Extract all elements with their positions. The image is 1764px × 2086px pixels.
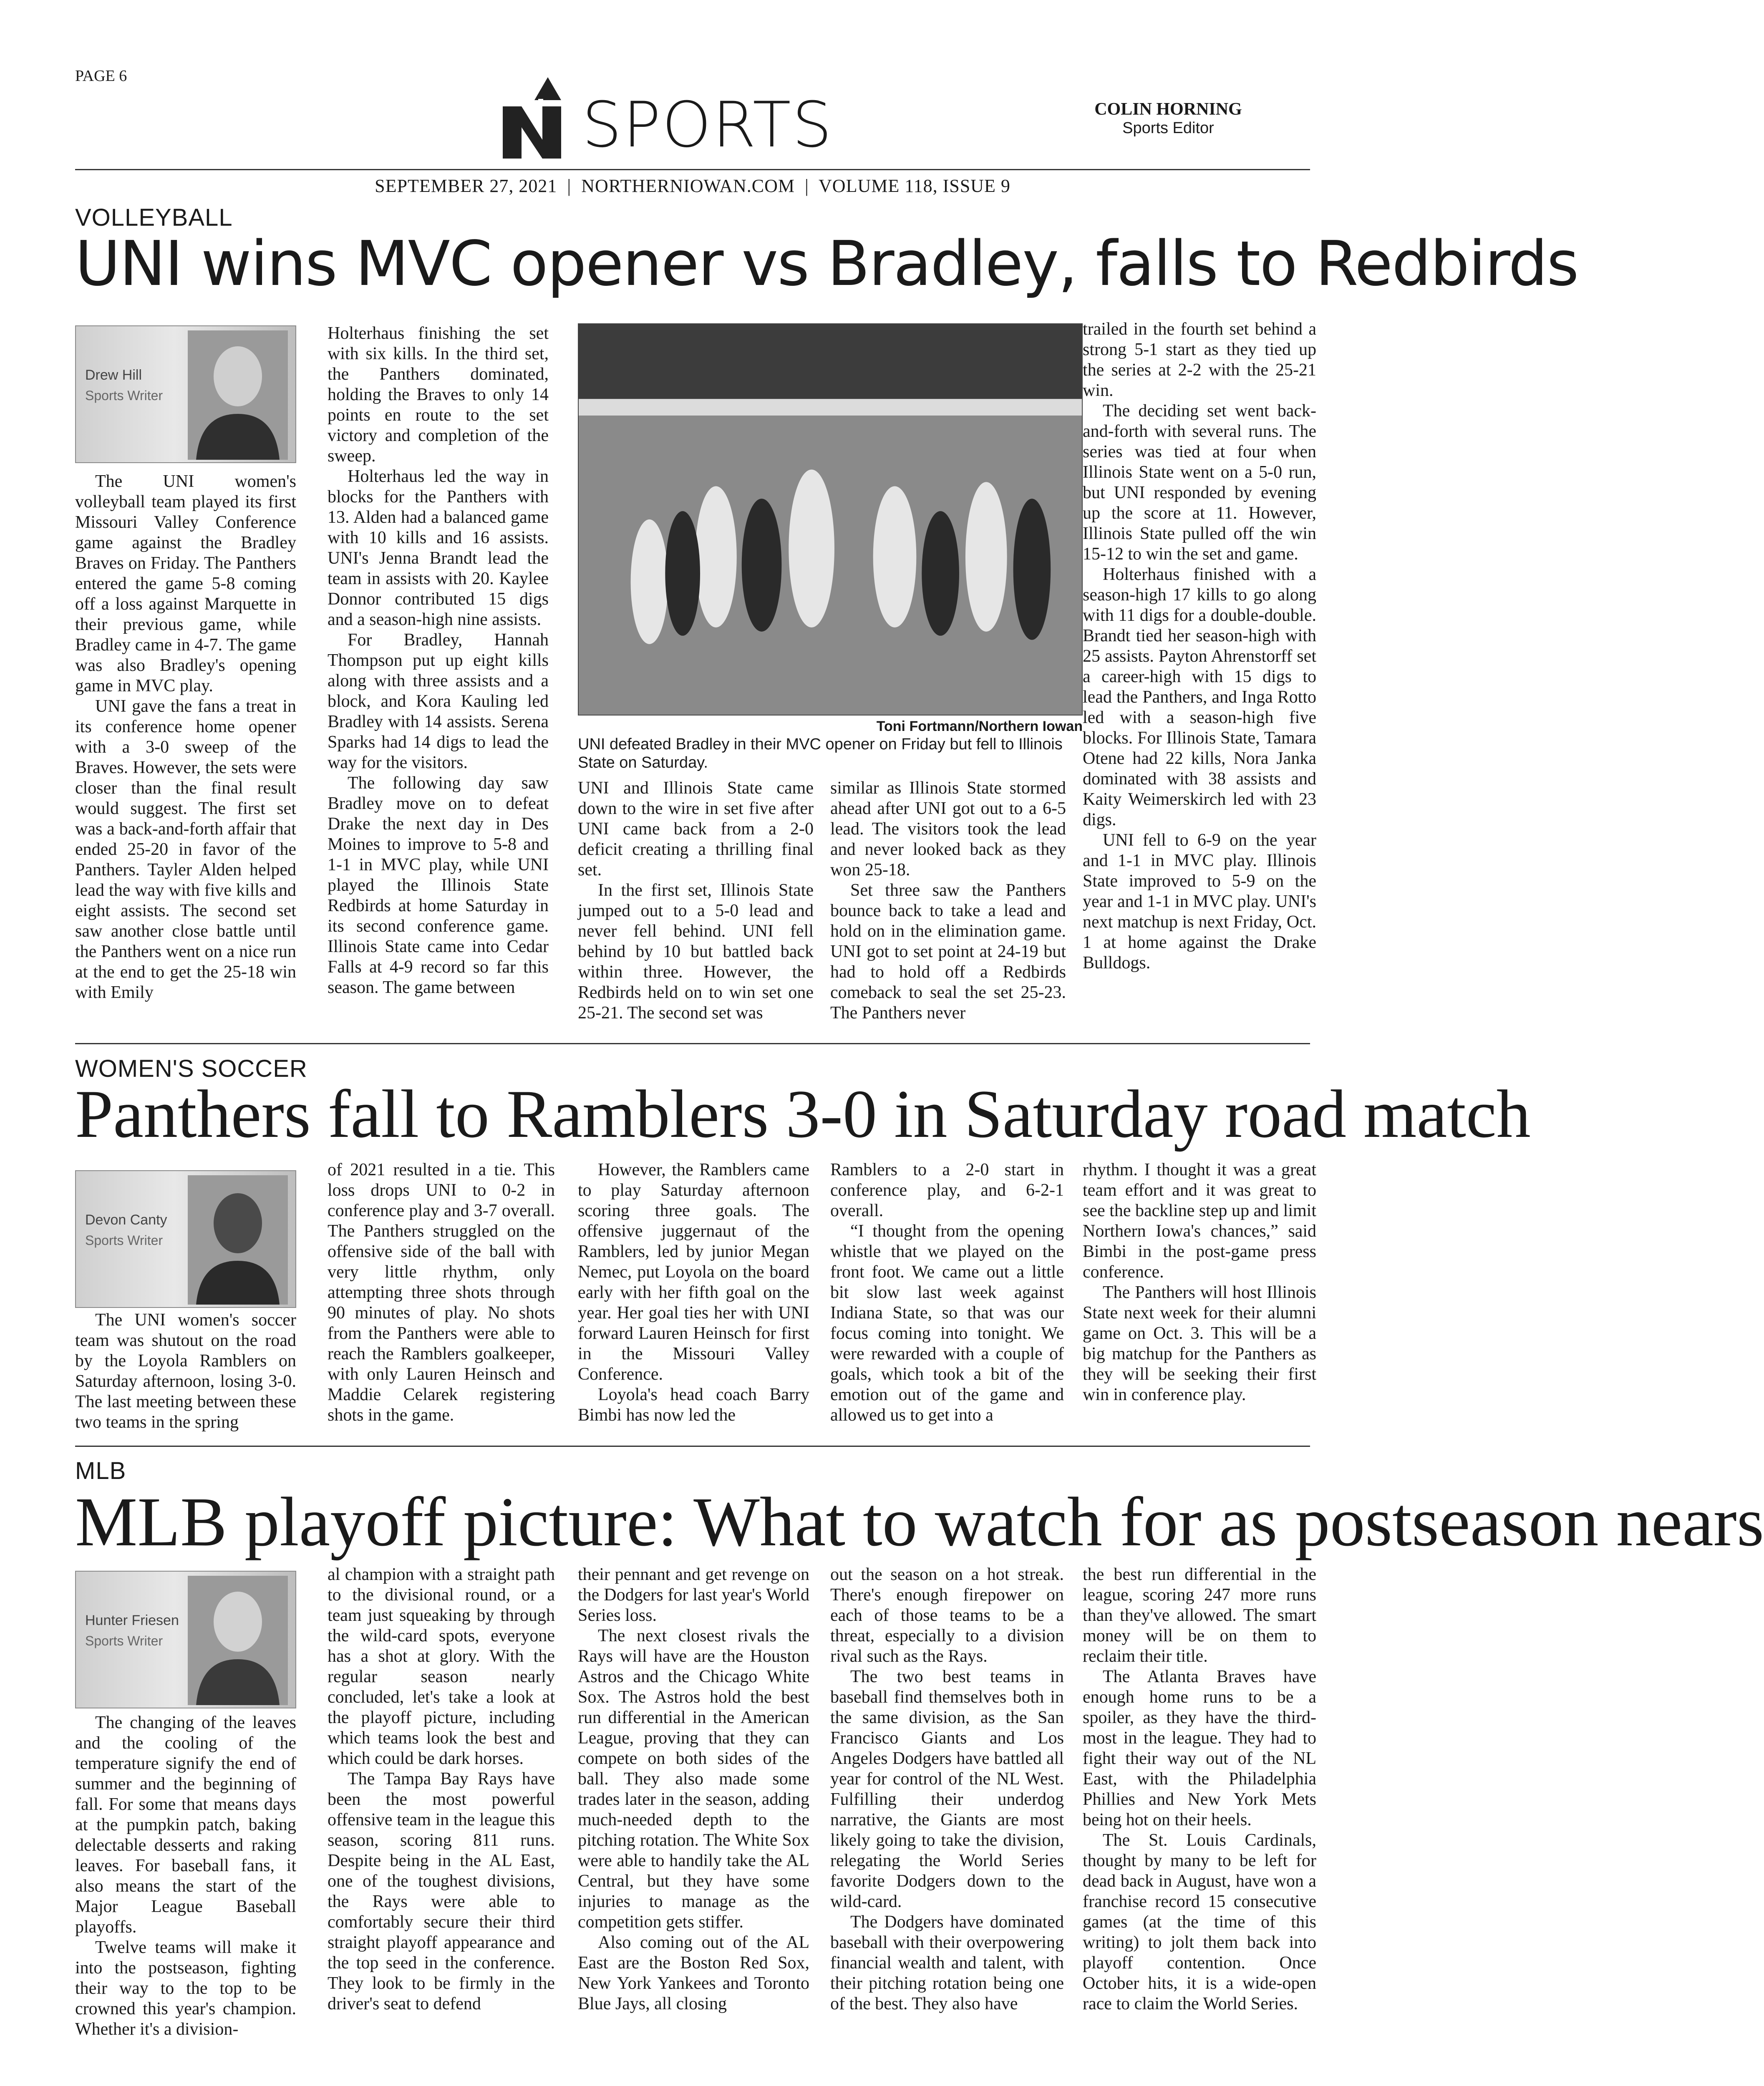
paragraph: The following day saw Bradley move on to defeat Drake the next day in Des Moines to improve to 5-8 and 1-1 in MVC play, while UNI played the Illinois State Redbirds at home Saturday in its second conference game. Illinois State came into Cedar Falls at 4-9 record so far this season. The game between bbox=[328, 773, 549, 997]
section-divider bbox=[75, 1446, 1310, 1447]
paragraph: al champion with a straight path to the divisional round, or a team just squeaking by through the wild-card spots, everyone has a shot at glory. With the regular season nearly concluded, let's take a look at the playoff picture, including which teams look the best and which could be dark horses. bbox=[328, 1565, 555, 1768]
editor-name: COLIN HORNING bbox=[1094, 100, 1242, 119]
paragraph: UNI fell to 6-9 on the year and 1-1 in MVC play. Illinois State improved to 5-9 on the year and 1-1 in MVC play. UNI's next matchup is next Friday, Oct. 1 at home against the Drake Bulldogs. bbox=[1083, 831, 1316, 972]
byline-role: Sports Writer bbox=[85, 1233, 163, 1248]
paragraph: the best run differential in the league, scoring 247 more runs than they've allowed. The smart money will be on them to reclaim their title. bbox=[1083, 1565, 1316, 1666]
paragraph: their pennant and get revenge on the Dodgers for last year's World Series loss. bbox=[578, 1565, 809, 1625]
paragraph: Twelve teams will make it into the postseason, fighting their way to the top to be crowned this year's champion. Whether it's a division- bbox=[75, 1938, 296, 2039]
paragraph: The Dodgers have dominated baseball with their overpowering financial wealth and talent, with their pitching rotation being one of the best. They also have bbox=[830, 1912, 1064, 2013]
paragraph: out the season on a hot streak. There's enough firepower on each of those teams to be a threat, especially to a division rival such as the Rays. bbox=[830, 1565, 1064, 1666]
byline-box bbox=[75, 1170, 296, 1308]
headline-volleyball: UNI wins MVC opener vs Bradley, falls to Redbirds bbox=[75, 228, 1578, 300]
paragraph: The Panthers will host Illinois State next week for their alumni game on Oct. 3. This will be a big matchup for the Panthers as they will be seeking their first win in conference play. bbox=[1083, 1283, 1316, 1404]
soccer-column-3 bbox=[578, 1160, 809, 1426]
paragraph: The changing of the leaves and the cooling of the temperature signify the end of summer and the beginning of fall. For some that means days at the pumpkin patch, baking delectable desserts and raking leaves. For baseball fans, it also means the start of the Major League Baseball playoffs. bbox=[75, 1713, 296, 1937]
paragraph: The UNI women's volleyball team played its first Missouri Valley Conference game against the Bradley Braves on Friday. The Panthers entered the game 5-8 coming off a loss against Marquette in their previous game, while Bradley came in 4-7. The game was also Bradley's opening game in MVC play. bbox=[75, 472, 296, 695]
paragraph: Holterhaus led the way in blocks for the Panthers with 13. Alden had a balanced game with 10 kills and 16 assists. UNI's Jenna Brandt lead the team in assists with 20. Kaylee Donnor contributed 15 digs and a season-high nine assists. bbox=[328, 467, 549, 629]
editor-title: Sports Editor bbox=[1122, 119, 1214, 137]
soccer-column-2 bbox=[328, 1160, 555, 1426]
paragraph: In the first set, Illinois State jumped out to a 5-0 lead and never fell behind. UNI fell behind by 10 but battled back within three. However, the Redbirds held on to win set one 25-21. The second set was bbox=[578, 881, 814, 1023]
dateline: SEPTEMBER 27, 2021 | NORTHERNIOWAN.COM | VOLUME 118, ISSUE 9 bbox=[375, 176, 1011, 196]
paragraph: Loyola's head coach Barry Bimbi has now led the bbox=[578, 1385, 809, 1425]
northern-iowan-logo bbox=[499, 77, 565, 159]
section-divider bbox=[75, 1043, 1310, 1044]
paragraph: The next closest rivals the Rays will have are the Houston Astros and the Chicago White Sox. The Astros hold the best run differential in the American League, proving that they can compete on both sides of the ball. They also made some trades later in the season, adding much-needed depth to the pitching rotation. The White Sox were able to handily take the AL Central, but they have some injuries to manage as the competition gets stiffer. bbox=[578, 1626, 809, 1932]
paragraph: UNI gave the fans a treat in its conference home opener with a 3-0 sweep of the Braves. However, the sets were closer than the final result would suggest. The first set was a back-and-forth affair that ended 25-20 in favor of the Panthers. Tayler Alden helped lead the way with five kills and eight assists. The second set saw another close battle until the Panthers went on a nice run at the end to get the 25-18 win with Emily bbox=[75, 697, 296, 1002]
mlb-column-2 bbox=[328, 1564, 555, 2014]
page-number: PAGE 6 bbox=[75, 67, 127, 85]
paragraph: Ramblers to a 2-0 start in conference play, and 6-2-1 overall. bbox=[830, 1160, 1064, 1220]
byline-name: Drew Hill bbox=[85, 367, 142, 383]
writer-headshot bbox=[188, 330, 288, 460]
photo-credit: Toni Fortmann/Northern Iowan bbox=[876, 718, 1083, 734]
writer-headshot bbox=[188, 1175, 288, 1305]
paragraph: However, the Ramblers came to play Saturday afternoon scoring three goals. The offensive juggernaut of the Ramblers, led by junior Megan Nemec, put Loyola on the board early with her fifth goal on the year. Her goal ties her with UNI forward Lauren Heinsch for first in the Missouri Valley Conference. bbox=[578, 1160, 809, 1384]
paragraph: “I thought from the opening whistle that we played on the front foot. We came out a little bit slow last week against Indiana State, so that was our focus coming into tonight. We were rewarded with a couple of goals, which took a bit of the emotion out of the game and allowed us to get into a bbox=[830, 1222, 1064, 1425]
section-kicker-mlb: MLB bbox=[75, 1457, 126, 1484]
headline-mlb: MLB playoff picture: What to watch for as postseason nears bbox=[75, 1483, 1764, 1561]
writer-headshot bbox=[188, 1576, 288, 1705]
paragraph: Set three saw the Panthers bounce back to take a lead and hold on in the elimination game. UNI got to set point at 24-19 but had to hold off a Redbirds comeback to seal the set 25-23. The Panthers never bbox=[830, 881, 1066, 1023]
mlb-column-3 bbox=[578, 1564, 809, 2014]
paragraph: The St. Louis Cardinals, thought by many to be left for dead back in August, have won a franchise record 15 consecutive games (at the time of this writing) to jolt them back into playoff contention. Once October hits, it is a wide-open race to claim the World Series. bbox=[1083, 1831, 1316, 2013]
paragraph: Also coming out of the AL East are the Boston Red Sox, New York Yankees and Toronto Blue Jays, all closing bbox=[578, 1933, 809, 2013]
byline-role: Sports Writer bbox=[85, 388, 163, 403]
volleyball-team-photo bbox=[578, 323, 1083, 715]
photo-caption: UNI defeated Bradley in their MVC opener on Friday but fell to Illinois State on Saturday. bbox=[578, 736, 1063, 771]
headline-soccer: Panthers fall to Ramblers 3-0 in Saturday road match bbox=[75, 1076, 1531, 1152]
volleyball-column-1 bbox=[75, 471, 296, 1003]
soccer-column-4 bbox=[830, 1160, 1064, 1426]
paragraph: rhythm. I thought it was a great team effort and it was great to see the backline step up and limit Northern Iowa's chances,” said Bimbi in the post-game press conference. bbox=[1083, 1160, 1316, 1282]
section-kicker-soccer: WOMEN'S SOCCER bbox=[75, 1055, 307, 1082]
paragraph: of 2021 resulted in a tie. This loss drops UNI to 0-2 in conference play and 3-7 overall. The Panthers struggled on the offensive side of the ball with very little rhythm, only attempting three shots through 90 minutes of play. No shots from the Panthers were able to reach the Ramblers goalkeeper, with only Lauren Heinsch and Maddie Celarek registering shots in the game. bbox=[328, 1160, 555, 1425]
paragraph: The UNI women's soccer team was shutout on the road by the Loyola Ramblers on Saturday afternoon, losing 3-0. The last meeting between these two teams in the spring bbox=[75, 1310, 296, 1432]
volleyball-column-2 bbox=[328, 323, 549, 998]
soccer-column-1 bbox=[75, 1310, 296, 1433]
paragraph: The Tampa Bay Rays have been the most powerful offensive team in the league this season, scoring 811 runs. Despite being in the AL East, one of the toughest divisions, the Rays were able to comfortably secure their third straight playoff appearance and the top seed in the conference. They look to be firmly in the driver's seat to defend bbox=[328, 1769, 555, 2013]
masthead-rule bbox=[75, 169, 1310, 170]
paragraph: similar as Illinois State stormed ahead after UNI got out to a 6-5 lead. The visitors took the lead and never looked back as they won 25-18. bbox=[830, 778, 1066, 879]
volleyball-column-5 bbox=[1083, 319, 1316, 973]
byline-box bbox=[75, 325, 296, 463]
soccer-column-5 bbox=[1083, 1160, 1316, 1405]
mlb-column-1 bbox=[75, 1713, 296, 2040]
paragraph: The Atlanta Braves have enough home runs to be a spoiler, as they have the third-most in the league. They had to fight their way out of the NL East, with the Philadelphia Phillies and New York Mets being hot on their heels. bbox=[1083, 1667, 1316, 1829]
paragraph: For Bradley, Hannah Thompson put up eight kills along with three assists and a block, and Kora Kauling led Bradley with 14 assists. Serena Sparks had 14 digs to lead the way for the visitors. bbox=[328, 630, 549, 772]
paragraph: The two best teams in baseball find themselves both in the same division, as the San Francisco Giants and Los Angeles Dodgers have battled all year for control of the NL West. Fulfilling their underdog narrative, the Giants are most likely going to take the division, relegating the World Series favorite Dodgers down to the wild-card. bbox=[830, 1667, 1064, 1911]
mlb-column-5 bbox=[1083, 1564, 1316, 2014]
byline-name: Devon Canty bbox=[85, 1212, 167, 1228]
mlb-column-4 bbox=[830, 1564, 1064, 2014]
byline-box bbox=[75, 1571, 296, 1708]
volleyball-column-3 bbox=[578, 778, 814, 1023]
volleyball-column-4 bbox=[830, 778, 1066, 1023]
paragraph: The deciding set went back-and-forth with several runs. The series was tied at four when Illinois State went on a 5-0 run, but UNI responded by evening up the score at 11. However, Illinois State pulled off the win 15-12 to win the set and game. bbox=[1083, 401, 1316, 564]
byline-name: Hunter Friesen bbox=[85, 1612, 179, 1628]
section-title: SPORTS bbox=[582, 89, 833, 161]
section-kicker-volleyball: VOLLEYBALL bbox=[75, 204, 233, 231]
byline-role: Sports Writer bbox=[85, 1633, 163, 1648]
paragraph: trailed in the fourth set behind a strong 5-1 start as they tied up the series at 2-2 with the 25-21 win. bbox=[1083, 320, 1316, 400]
paragraph: Holterhaus finishing the set with six kills. In the third set, the Panthers dominated, holding the Braves to only 14 points en route to the set victory and completion of the sweep. bbox=[328, 324, 549, 466]
paragraph: UNI and Illinois State came down to the wire in set five after UNI came back from a 2-0 deficit creating a thrilling final set. bbox=[578, 778, 814, 879]
paragraph: Holterhaus finished with a season-high 17 kills to go along with 11 digs for a double-double. Brandt tied her season-high with 25 assists. Payton Ahrenstorff set a career-high with 15 digs to lead the Panthers, and Inga Rotto led with a season-high five blocks. For Illinois State, Tamara Otene had 22 kills, Nora Janka dominated with 38 assists and Kaity Weimerskirch led with 23 digs. bbox=[1083, 565, 1316, 829]
